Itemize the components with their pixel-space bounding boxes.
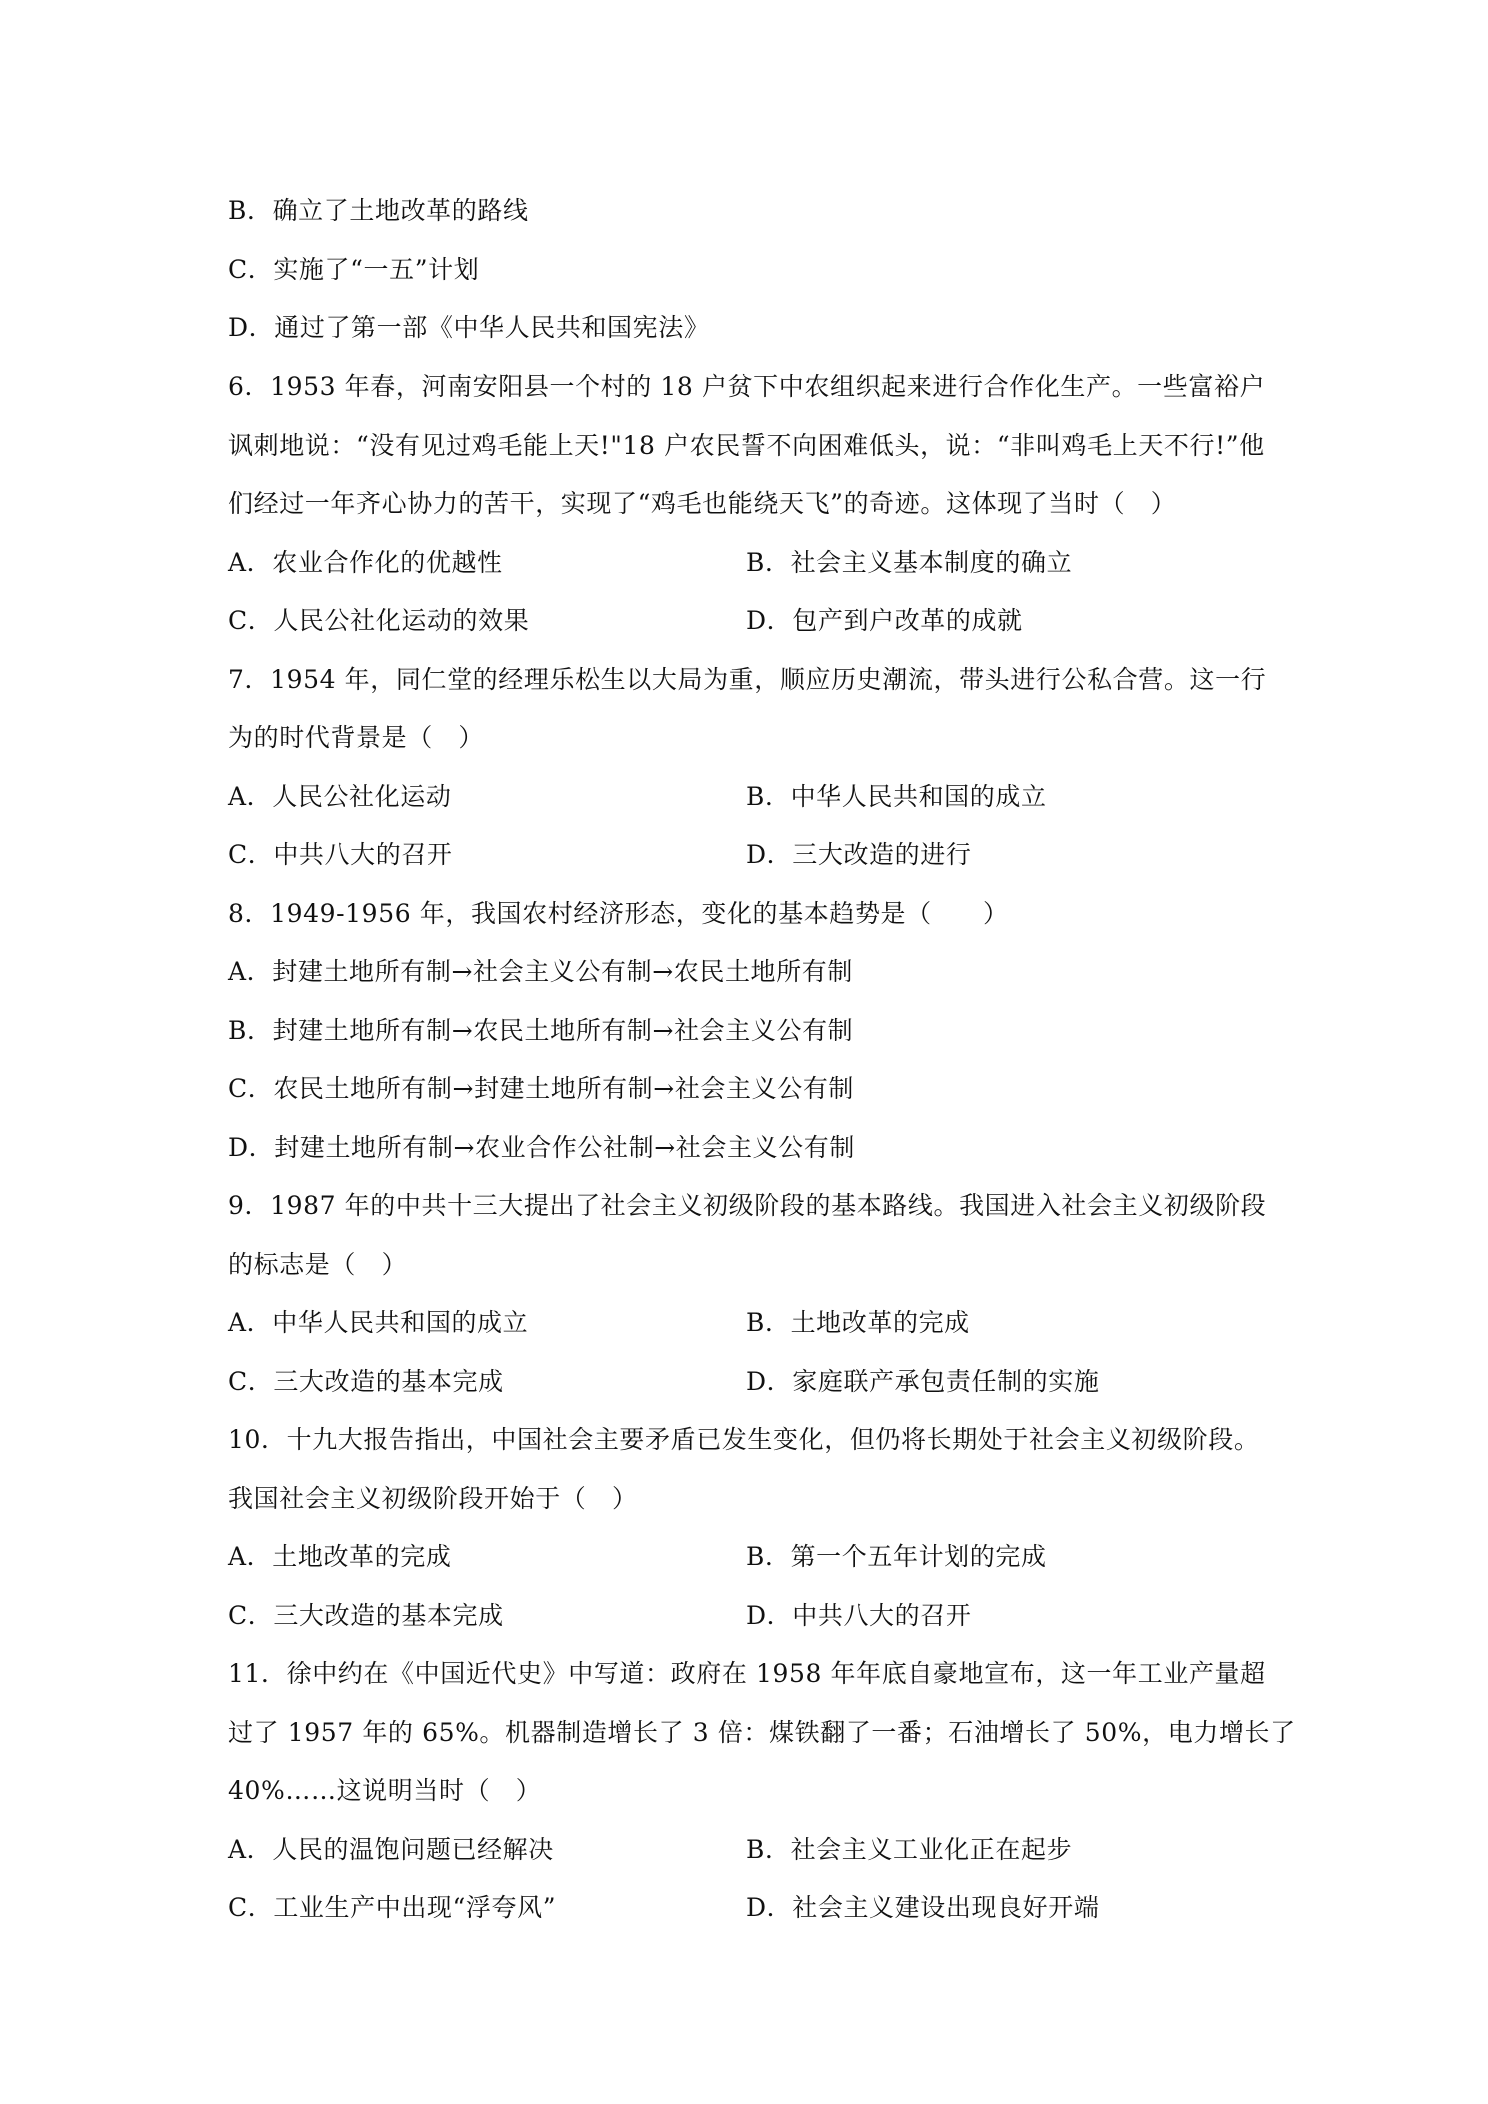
question-11-option-c: C．工业生产中出现“浮夸风” bbox=[228, 1893, 557, 1922]
question-7-option-b: B．中华人民共和国的成立 bbox=[746, 782, 1047, 811]
question-8-option-b: B．封建土地所有制→农民土地所有制→社会主义公有制 bbox=[228, 1016, 854, 1045]
question-7-option-a: A．人民公社化运动 bbox=[228, 782, 452, 811]
option-c-prev: C．实施了“一五”计划 bbox=[228, 255, 480, 284]
option-b-prev: B．确立了土地改革的路线 bbox=[228, 196, 529, 225]
question-9-option-d: D．家庭联产承包责任制的实施 bbox=[746, 1367, 1100, 1396]
question-7-stem-line-1: 7．1954 年，同仁堂的经理乐松生以大局为重，顺应历史潮流，带头进行公私合营。这一行 bbox=[228, 665, 1267, 694]
option-d-prev: D．通过了第一部《中华人民共和国宪法》 bbox=[228, 313, 710, 342]
question-11-stem-line-1: 11．徐中约在《中国近代史》中写道：政府在 1958 年年底自豪地宣布，这一年工业产量超 bbox=[228, 1659, 1266, 1688]
question-11-option-a: A．人民的温饱问题已经解决 bbox=[228, 1835, 554, 1864]
question-10-option-b: B．第一个五年计划的完成 bbox=[746, 1542, 1047, 1571]
question-10-option-d: D．中共八大的召开 bbox=[746, 1601, 972, 1630]
question-9-option-c: C．三大改造的基本完成 bbox=[228, 1367, 504, 1396]
question-10-stem-line-1: 10．十九大报告指出，中国社会主要矛盾已发生变化，但仍将长期处于社会主义初级阶段。 bbox=[228, 1425, 1260, 1454]
question-8-option-c: C．农民土地所有制→封建土地所有制→社会主义公有制 bbox=[228, 1074, 855, 1103]
question-6-option-c: C．人民公社化运动的效果 bbox=[228, 606, 530, 635]
question-9-stem-line-2: 的标志是（ ） bbox=[228, 1250, 408, 1279]
question-8-option-a: A．封建土地所有制→社会主义公有制→农民土地所有制 bbox=[228, 957, 853, 986]
question-11-option-d: D．社会主义建设出现良好开端 bbox=[746, 1893, 1100, 1922]
question-8-option-d: D．封建土地所有制→农业合作公社制→社会主义公有制 bbox=[228, 1133, 855, 1162]
question-10-stem-line-2: 我国社会主义初级阶段开始于（ ） bbox=[228, 1484, 638, 1513]
question-11-stem-line-2: 过了 1957 年的 65%。机器制造增长了 3 倍：煤铁翻了一番；石油增长了 50%，电力增长了 bbox=[228, 1718, 1296, 1747]
question-6-option-d: D．包产到户改革的成就 bbox=[746, 606, 1023, 635]
question-7-option-d: D．三大改造的进行 bbox=[746, 840, 972, 869]
question-6-stem-line-3: 们经过一年齐心协力的苦干，实现了“鸡毛也能绕天飞”的奇迹。这体现了当时（ ） bbox=[228, 489, 1177, 518]
question-11-stem-line-3: 40%……这说明当时（ ） bbox=[228, 1776, 542, 1805]
question-6-option-b: B．社会主义基本制度的确立 bbox=[746, 548, 1073, 577]
question-9-option-a: A．中华人民共和国的成立 bbox=[228, 1308, 529, 1337]
question-6-stem-line-2: 讽刺地说：“没有见过鸡毛能上天!"18 户农民誓不向困难低头，说：“非叫鸡毛上天不行!”他 bbox=[228, 431, 1265, 460]
question-10-option-c: C．三大改造的基本完成 bbox=[228, 1601, 504, 1630]
question-9-option-b: B．土地改革的完成 bbox=[746, 1308, 970, 1337]
question-9-stem-line-1: 9．1987 年的中共十三大提出了社会主义初级阶段的基本路线。我国进入社会主义初级阶段 bbox=[228, 1191, 1267, 1220]
question-7-option-c: C．中共八大的召开 bbox=[228, 840, 453, 869]
question-11-option-b: B．社会主义工业化正在起步 bbox=[746, 1835, 1073, 1864]
question-6-stem-line-1: 6．1953 年春，河南安阳县一个村的 18 户贫下中农组织起来进行合作化生产。一些富裕户 bbox=[228, 372, 1266, 401]
question-10-option-a: A．土地改革的完成 bbox=[228, 1542, 452, 1571]
question-8-stem-line-1: 8．1949-1956 年，我国农村经济形态，变化的基本趋势是（ ） bbox=[228, 899, 1009, 928]
question-7-stem-line-2: 为的时代背景是（ ） bbox=[228, 723, 485, 752]
question-6-option-a: A．农业合作化的优越性 bbox=[228, 548, 503, 577]
